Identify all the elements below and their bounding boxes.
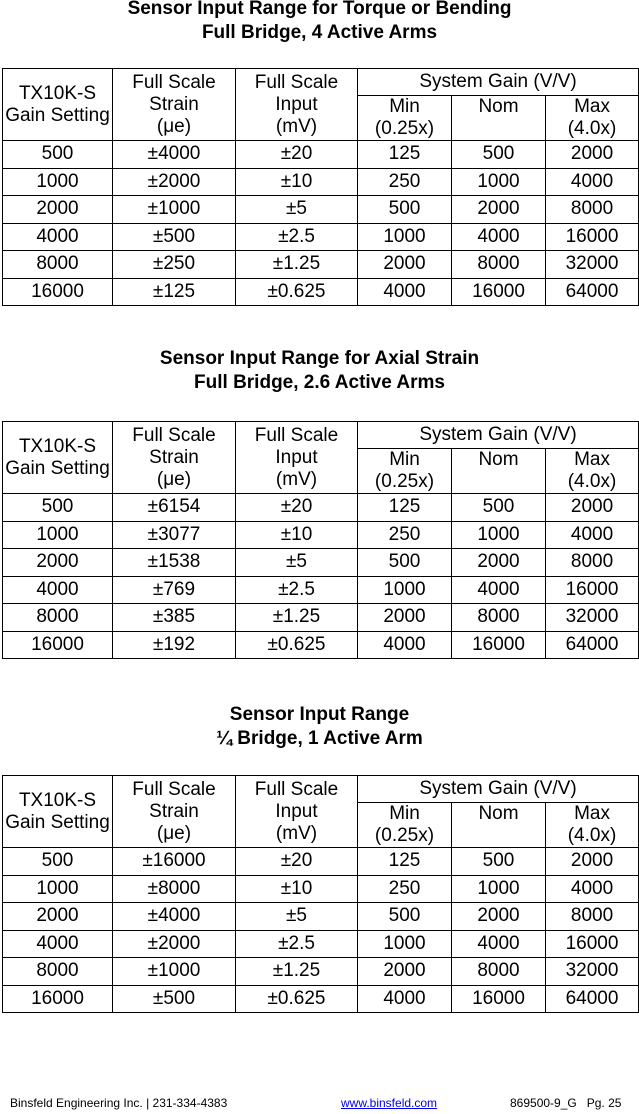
cell-full-scale-strain: ±2000 <box>113 168 236 196</box>
section-title-line1: Sensor Input Range for Axial Strain <box>159 348 480 369</box>
cell-gain-min: 1000 <box>358 930 452 958</box>
cell-full-scale-strain: ±1538 <box>113 549 236 577</box>
cell-gain-setting: 500 <box>3 494 113 522</box>
cell-gain-setting: 8000 <box>3 604 113 632</box>
cell-full-scale-input: ±20 <box>236 141 358 169</box>
cell-gain-nom: 500 <box>452 141 546 169</box>
table-row <box>3 494 639 522</box>
cell-gain-min: 125 <box>358 494 452 522</box>
table-row <box>3 958 639 986</box>
cell-gain-nom: 2000 <box>452 549 546 577</box>
cell-gain-max: 32000 <box>546 604 639 632</box>
header-full-scale-input: Full Scale Input (mV) <box>236 776 358 848</box>
cell-full-scale-input: ±10 <box>236 168 358 196</box>
cell-gain-setting: 1000 <box>3 168 113 196</box>
cell-gain-min: 500 <box>358 903 452 931</box>
header-system-gain: System Gain (V/V) <box>358 776 639 803</box>
range-table <box>2 775 639 1013</box>
cell-full-scale-strain: ±2000 <box>113 930 236 958</box>
cell-full-scale-input: ±10 <box>236 521 358 549</box>
cell-full-scale-strain: ±769 <box>113 576 236 604</box>
cell-gain-min: 4000 <box>358 278 452 306</box>
cell-full-scale-strain: ±4000 <box>113 903 236 931</box>
cell-gain-min: 250 <box>358 168 452 196</box>
cell-gain-max: 16000 <box>546 576 639 604</box>
header-full-scale-strain: Full Scale Strain (μe) <box>113 776 236 848</box>
header-gain-setting: TX10K-S Gain Setting <box>3 69 113 141</box>
header-max: Max (4.0x) <box>546 449 639 494</box>
cell-full-scale-input: ±0.625 <box>236 278 358 306</box>
cell-gain-max: 32000 <box>546 251 639 279</box>
cell-full-scale-input: ±0.625 <box>236 985 358 1013</box>
table-row <box>3 141 639 169</box>
cell-full-scale-input: ±20 <box>236 494 358 522</box>
cell-gain-min: 4000 <box>358 985 452 1013</box>
cell-gain-max: 64000 <box>546 278 639 306</box>
cell-full-scale-strain: ±3077 <box>113 521 236 549</box>
section-title-line1: Sensor Input Range for Torque or Bending <box>127 0 512 19</box>
cell-full-scale-input: ±20 <box>236 848 358 876</box>
cell-gain-max: 2000 <box>546 141 639 169</box>
table-row <box>3 930 639 958</box>
cell-gain-nom: 4000 <box>452 576 546 604</box>
cell-full-scale-input: ±5 <box>236 549 358 577</box>
section-title <box>0 347 639 395</box>
cell-full-scale-strain: ±4000 <box>113 141 236 169</box>
range-table <box>2 68 639 306</box>
cell-gain-max: 8000 <box>546 549 639 577</box>
header-system-gain: System Gain (V/V) <box>358 69 639 96</box>
table-row <box>3 576 639 604</box>
cell-gain-min: 2000 <box>358 251 452 279</box>
page-footer <box>0 1092 639 1112</box>
cell-gain-nom: 1000 <box>452 168 546 196</box>
header-min: Min (0.25x) <box>358 96 452 141</box>
cell-full-scale-input: ±5 <box>236 903 358 931</box>
table-row <box>3 168 639 196</box>
header-nom: Nom <box>452 449 546 494</box>
cell-gain-nom: 1000 <box>452 875 546 903</box>
cell-gain-nom: 500 <box>452 848 546 876</box>
cell-gain-nom: 8000 <box>452 251 546 279</box>
range-table <box>2 421 639 659</box>
section-title-line2: Full Bridge, 4 Active Arms <box>201 22 438 43</box>
cell-gain-max: 8000 <box>546 196 639 224</box>
section-title <box>0 0 639 45</box>
section-title-line1: Sensor Input Range <box>229 704 410 725</box>
cell-gain-nom: 500 <box>452 494 546 522</box>
cell-gain-nom: 16000 <box>452 631 546 659</box>
cell-full-scale-input: ±1.25 <box>236 251 358 279</box>
cell-full-scale-strain: ±192 <box>113 631 236 659</box>
cell-gain-setting: 8000 <box>3 251 113 279</box>
cell-gain-nom: 16000 <box>452 985 546 1013</box>
cell-full-scale-input: ±10 <box>236 875 358 903</box>
cell-gain-min: 2000 <box>358 604 452 632</box>
header-full-scale-strain: Full Scale Strain (μe) <box>113 69 236 141</box>
cell-gain-nom: 2000 <box>452 196 546 224</box>
section-title <box>0 703 639 751</box>
cell-gain-min: 4000 <box>358 631 452 659</box>
cell-gain-setting: 1000 <box>3 521 113 549</box>
header-full-scale-input: Full Scale Input (mV) <box>236 422 358 494</box>
cell-full-scale-strain: ±8000 <box>113 875 236 903</box>
table-row <box>3 848 639 876</box>
header-nom: Nom <box>452 96 546 141</box>
table-row <box>3 985 639 1013</box>
header-full-scale-input: Full Scale Input (mV) <box>236 69 358 141</box>
cell-gain-nom: 2000 <box>452 903 546 931</box>
cell-gain-min: 125 <box>358 141 452 169</box>
cell-gain-max: 64000 <box>546 985 639 1013</box>
cell-gain-nom: 16000 <box>452 278 546 306</box>
cell-gain-setting: 500 <box>3 141 113 169</box>
cell-gain-setting: 4000 <box>3 930 113 958</box>
cell-gain-min: 250 <box>358 521 452 549</box>
header-min: Min (0.25x) <box>358 449 452 494</box>
cell-gain-setting: 2000 <box>3 196 113 224</box>
cell-gain-setting: 16000 <box>3 631 113 659</box>
cell-gain-setting: 2000 <box>3 549 113 577</box>
cell-gain-max: 64000 <box>546 631 639 659</box>
section-title-line2: ¼ Bridge, 1 Active Arm <box>216 728 423 749</box>
table-row <box>3 875 639 903</box>
header-full-scale-strain: Full Scale Strain (μe) <box>113 422 236 494</box>
table-row <box>3 604 639 632</box>
cell-full-scale-input: ±5 <box>236 196 358 224</box>
cell-gain-nom: 4000 <box>452 223 546 251</box>
cell-gain-max: 2000 <box>546 494 639 522</box>
cell-gain-max: 4000 <box>546 875 639 903</box>
header-gain-setting: TX10K-S Gain Setting <box>3 422 113 494</box>
header-max: Max (4.0x) <box>546 803 639 848</box>
cell-gain-nom: 4000 <box>452 930 546 958</box>
header-min: Min (0.25x) <box>358 803 452 848</box>
cell-gain-max: 32000 <box>546 958 639 986</box>
cell-gain-min: 125 <box>358 848 452 876</box>
header-gain-setting: TX10K-S Gain Setting <box>3 776 113 848</box>
cell-gain-max: 4000 <box>546 168 639 196</box>
cell-gain-nom: 8000 <box>452 958 546 986</box>
cell-gain-setting: 1000 <box>3 875 113 903</box>
header-system-gain: System Gain (V/V) <box>358 422 639 449</box>
cell-full-scale-strain: ±500 <box>113 985 236 1013</box>
header-nom: Nom <box>452 803 546 848</box>
table-row <box>3 278 639 306</box>
cell-gain-setting: 500 <box>3 848 113 876</box>
cell-gain-min: 250 <box>358 875 452 903</box>
cell-gain-nom: 1000 <box>452 521 546 549</box>
table-row <box>3 521 639 549</box>
cell-gain-min: 2000 <box>358 958 452 986</box>
cell-gain-max: 16000 <box>546 223 639 251</box>
header-max: Max (4.0x) <box>546 96 639 141</box>
cell-gain-setting: 16000 <box>3 985 113 1013</box>
cell-gain-max: 4000 <box>546 521 639 549</box>
cell-full-scale-input: ±0.625 <box>236 631 358 659</box>
cell-gain-setting: 4000 <box>3 223 113 251</box>
cell-gain-setting: 4000 <box>3 576 113 604</box>
section-title-line2: Full Bridge, 2.6 Active Arms <box>194 372 445 393</box>
cell-full-scale-input: ±1.25 <box>236 958 358 986</box>
cell-full-scale-strain: ±6154 <box>113 494 236 522</box>
cell-full-scale-strain: ±16000 <box>113 848 236 876</box>
cell-full-scale-input: ±2.5 <box>236 576 358 604</box>
cell-full-scale-strain: ±1000 <box>113 196 236 224</box>
footer-doc-page: 869500-9_G Pg. 25 <box>510 1096 622 1110</box>
cell-gain-setting: 8000 <box>3 958 113 986</box>
cell-full-scale-strain: ±385 <box>113 604 236 632</box>
cell-gain-setting: 2000 <box>3 903 113 931</box>
cell-full-scale-input: ±2.5 <box>236 223 358 251</box>
table-row <box>3 196 639 224</box>
table-row <box>3 223 639 251</box>
cell-gain-max: 16000 <box>546 930 639 958</box>
table-row <box>3 251 639 279</box>
cell-full-scale-strain: ±125 <box>113 278 236 306</box>
cell-gain-max: 8000 <box>546 903 639 931</box>
footer-website-link[interactable]: www.binsfeld.com <box>341 1096 438 1110</box>
cell-full-scale-input: ±1.25 <box>236 604 358 632</box>
table-row <box>3 549 639 577</box>
table-row <box>3 631 639 659</box>
cell-gain-min: 1000 <box>358 576 452 604</box>
cell-gain-nom: 8000 <box>452 604 546 632</box>
table-row <box>3 903 639 931</box>
cell-full-scale-strain: ±250 <box>113 251 236 279</box>
cell-gain-min: 500 <box>358 549 452 577</box>
cell-gain-min: 1000 <box>358 223 452 251</box>
cell-full-scale-input: ±2.5 <box>236 930 358 958</box>
cell-full-scale-strain: ±1000 <box>113 958 236 986</box>
footer-company: Binsfeld Engineering Inc. | 231-334-4383 <box>10 1096 228 1110</box>
cell-full-scale-strain: ±500 <box>113 223 236 251</box>
cell-gain-setting: 16000 <box>3 278 113 306</box>
cell-gain-min: 500 <box>358 196 452 224</box>
cell-gain-max: 2000 <box>546 848 639 876</box>
